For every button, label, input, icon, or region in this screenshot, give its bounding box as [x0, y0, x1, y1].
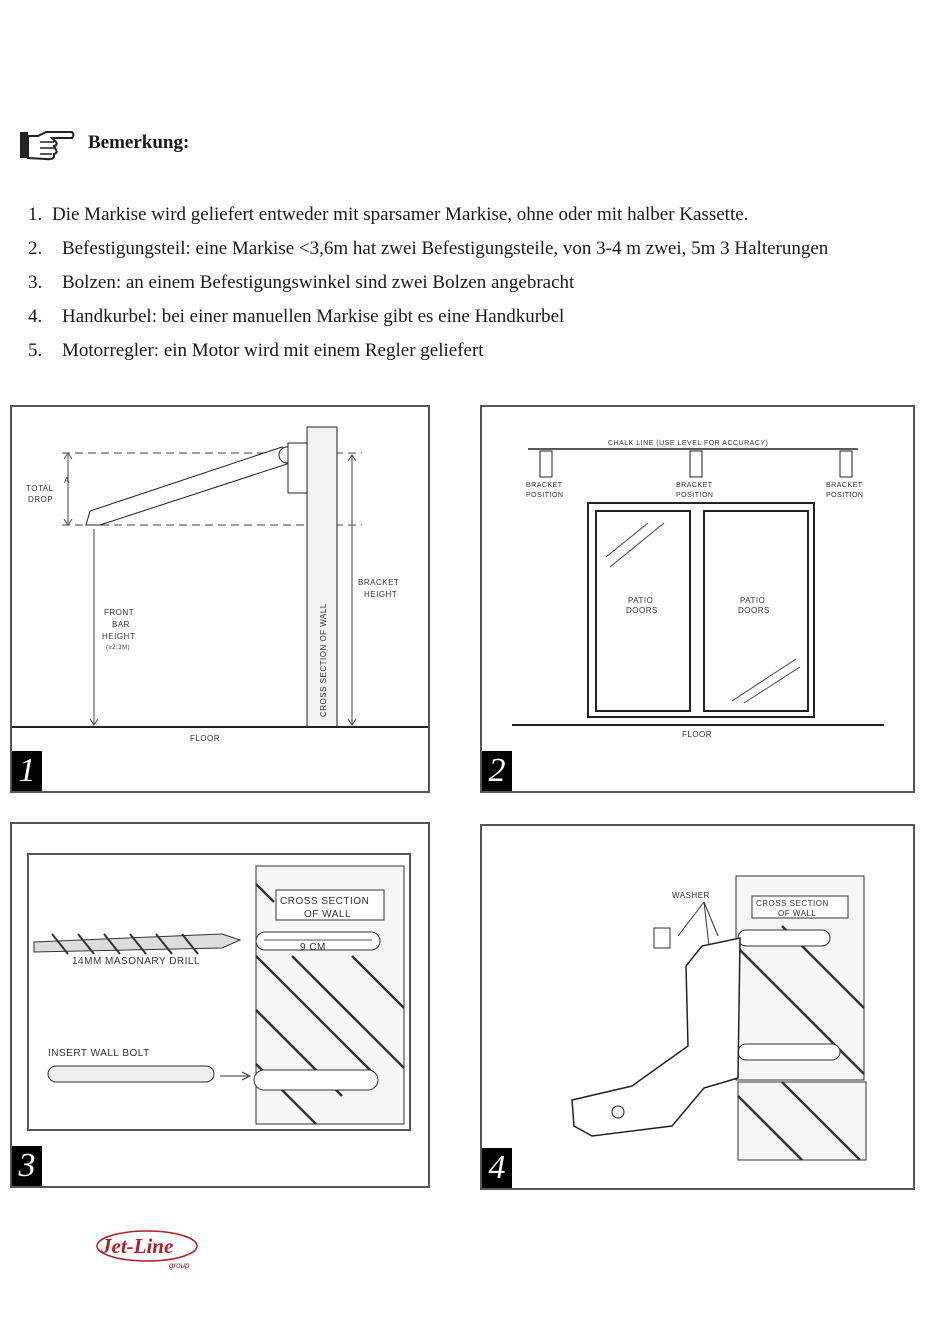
of-wall-label: OF WALL	[778, 909, 817, 918]
figure-number: 3	[12, 1146, 42, 1186]
jet-line-logo	[95, 1226, 205, 1276]
bracket-label-left: BRACKET	[526, 482, 563, 489]
bracket-height-label: HEIGHT	[364, 590, 398, 599]
figure-number: 2	[482, 751, 512, 791]
pointing-hand-icon	[18, 128, 76, 162]
svg-text:Jet-Line: Jet-Line	[101, 1234, 174, 1258]
chalk-line-label: CHALK LINE (USE LEVEL FOR ACCURACY)	[608, 440, 769, 447]
figure-2	[480, 405, 915, 793]
list-item: 2. Befestigungsteil: eine Markise <3,6m hat zwei Befestigungsteile, von 3-4 m zwei, 5m 3 Halterungen	[28, 238, 829, 259]
patio-label-right: PATIO	[740, 596, 766, 605]
min-height-label: (≥2.3M)	[106, 645, 131, 651]
drop-label: DROP	[28, 495, 54, 504]
figure-3	[10, 822, 430, 1188]
note-title: Bemerkung:	[88, 132, 190, 153]
bracket-position-diagram	[482, 407, 913, 791]
doors-label-left: DOORS	[626, 606, 658, 615]
of-wall-label: OF WALL	[304, 909, 352, 920]
figure-1	[10, 405, 430, 793]
insert-bolt-label: INSERT WALL BOLT	[48, 1048, 150, 1059]
bracket-label: BRACKET	[358, 578, 400, 587]
bar-label: BAR	[112, 620, 130, 629]
svg-text:group: group	[169, 1261, 190, 1270]
washer-label: WASHER	[672, 891, 710, 900]
floor-label: FLOOR	[190, 734, 221, 743]
cross-section-label: CROSS SECTION	[756, 899, 829, 908]
bracket-label-right: BRACKET	[826, 482, 863, 489]
drill-label: 14MM MASONARY DRILL	[72, 956, 201, 967]
figure-number: 1	[12, 751, 42, 791]
patio-label-left: PATIO	[628, 596, 654, 605]
position-label-left: POSITION	[526, 492, 564, 499]
cross-section-label: CROSS SECTION	[280, 896, 370, 907]
list-item: 5. Motorregler: ein Motor wird mit einem Regler geliefert	[28, 340, 484, 361]
figure-number: 4	[482, 1148, 512, 1188]
depth-label: 9 CM	[300, 942, 326, 953]
bracket-mount-diagram	[482, 826, 913, 1188]
position-label-center: POSITION	[676, 492, 714, 499]
list-item: 4. Handkurbel: bei einer manuellen Markise gibt es eine Handkurbel	[28, 306, 565, 327]
floor-label: FLOOR	[682, 730, 713, 739]
awning-height-diagram	[12, 407, 428, 791]
wall-label: CROSS SECTION OF WALL	[319, 603, 328, 717]
note-list	[28, 198, 828, 368]
list-item: 1. Die Markise wird geliefert entweder mit sparsamer Markise, ohne oder mit halber Kassette.	[28, 204, 749, 225]
position-label-right: POSITION	[826, 492, 864, 499]
front-label: FRONT	[104, 608, 135, 617]
drilling-diagram	[12, 824, 428, 1186]
a-label: A	[64, 476, 70, 485]
front-height-label: HEIGHT	[102, 632, 136, 641]
bracket-label-center: BRACKET	[676, 482, 713, 489]
doors-label-right: DOORS	[738, 606, 770, 615]
total-label: TOTAL	[26, 484, 54, 493]
list-item: 3. Bolzen: an einem Befestigungswinkel sind zwei Bolzen angebracht	[28, 272, 575, 293]
figure-4	[480, 824, 915, 1190]
